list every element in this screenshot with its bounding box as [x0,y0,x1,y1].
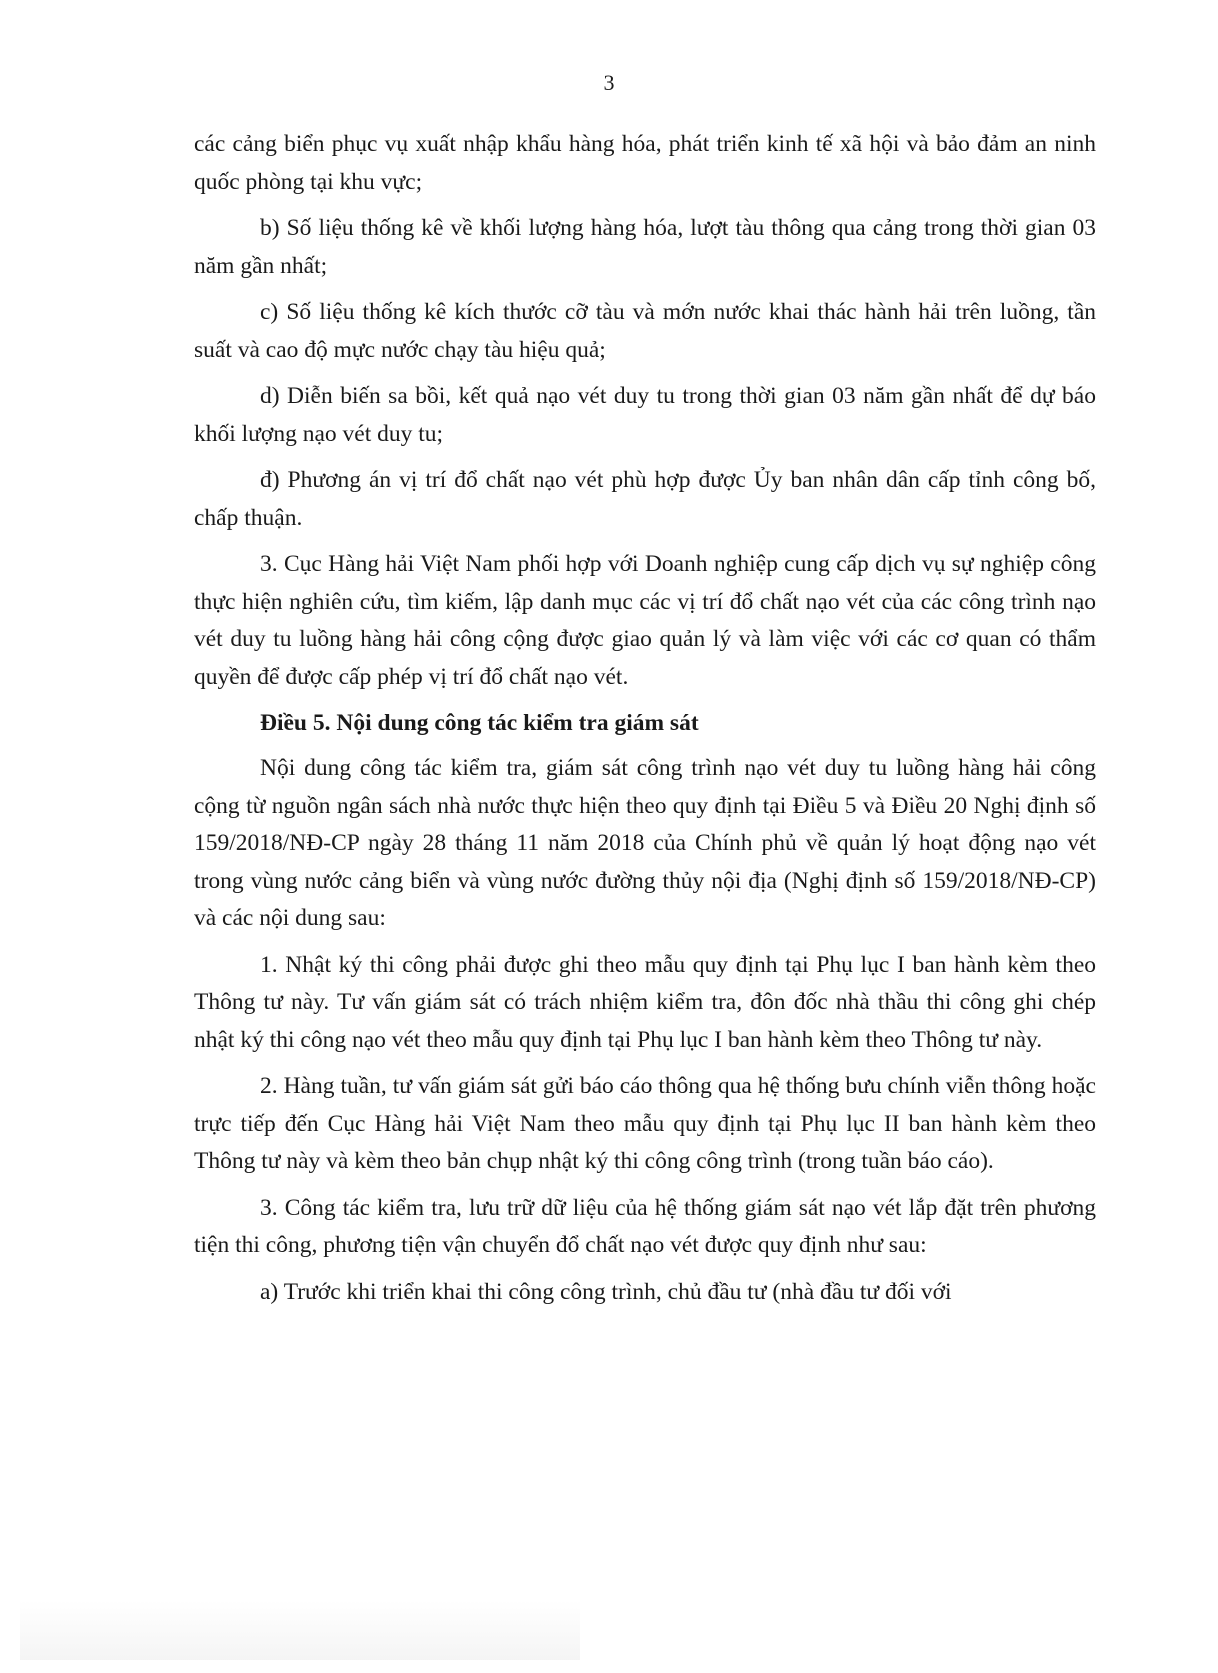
article-clause-3: 3. Công tác kiểm tra, lưu trữ dữ liệu của hệ thống giám sát nạo vét lắp đặt trên phương tiện thi công, phương tiện vận chuyển đổ chất nạo vét được quy định như sau: [194,1194,1096,1258]
paragraph-item-c: c) Số liệu thống kê kích thước cỡ tàu và mớn nước khai thác hành hải trên luồng, tần suất và cao độ mực nước chạy tàu hiệu quả; [194,299,1096,363]
paragraph-continuation: các cảng biển phục vụ xuất nhập khẩu hàng hóa, phát triển kinh tế xã hội và bảo đảm an ninh quốc phòng tại khu vực; [194,131,1096,195]
paragraph-clause-3: 3. Cục Hàng hải Việt Nam phối hợp với Doanh nghiệp cung cấp dịch vụ sự nghiệp công thực hiện nghiên cứu, tìm kiếm, lập danh mục các vị trí đổ chất nạo vét của các công trình nạo vét duy tu luồng hàng hải công cộng được giao quản lý và làm việc với các cơ quan có thẩm quyền để được cấp phép vị trí đổ chất nạo vét. [194,551,1096,690]
article-item-a: a) Trước khi triển khai thi công công trình, chủ đầu tư (nhà đầu tư đối với [260,1278,952,1305]
article-intro-paragraph: Nội dung công tác kiểm tra, giám sát công trình nạo vét duy tu luồng hàng hải công cộng từ nguồn ngân sách nhà nước thực hiện theo quy định tại Điều 5 và Điều 20 Nghị định số 159/2018/NĐ-CP ngày 28 tháng 11 năm 2018 của Chính phủ về quản lý hoạt động nạo vét trong vùng nước cảng biển và vùng nước đường thủy nội địa (Nghị định số 159/2018/NĐ-CP) và các nội dung sau: [194,755,1096,931]
paragraph-item-b: b) Số liệu thống kê về khối lượng hàng hóa, lượt tàu thông qua cảng trong thời gian 03 năm gần nhất; [194,215,1096,279]
paragraph-item-d: d) Diễn biến sa bồi, kết quả nạo vét duy tu trong thời gian 03 năm gần nhất để dự báo khối lượng nạo vét duy tu; [194,383,1096,447]
page-number: 3 [603,70,615,95]
article-clause-1: 1. Nhật ký thi công phải được ghi theo mẫu quy định tại Phụ lục I ban hành kèm theo Thông tư này. Tư vấn giám sát có trách nhiệm kiểm tra, đôn đốc nhà thầu thi công ghi chép nhật ký thi công nạo vét theo mẫu quy định tại Phụ lục I ban hành kèm theo Thông tư này. [194,951,1096,1053]
scan-artifact [20,1600,580,1660]
paragraph-item-dd: đ) Phương án vị trí đổ chất nạo vét phù hợp được Ủy ban nhân dân cấp tỉnh công bố, chấp thuận. [194,467,1096,531]
article-clause-2: 2. Hàng tuần, tư vấn giám sát gửi báo cáo thông qua hệ thống bưu chính viễn thông hoặc trực tiếp đến Cục Hàng hải Việt Nam theo mẫu quy định tại Phụ lục II ban hành kèm theo Thông tư này và kèm theo bản chụp nhật ký thi công công trình (trong tuần báo cáo). [194,1073,1096,1174]
document-body [194,126,1096,1320]
article-heading: Điều 5. Nội dung công tác kiểm tra giám sát [260,710,699,736]
